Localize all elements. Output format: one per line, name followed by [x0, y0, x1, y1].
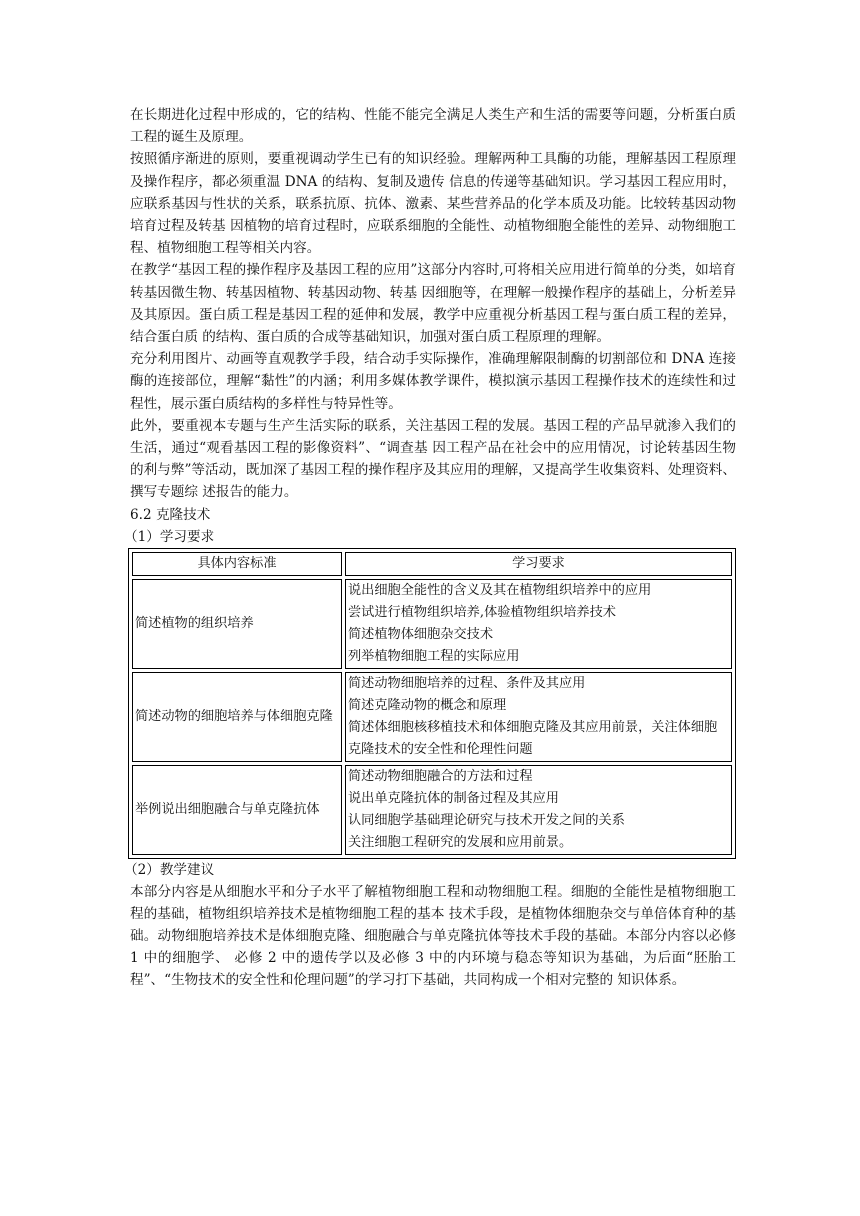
paragraph: 充分利用图片、动画等直观教学手段，结合动手实际操作，准确理解限制酶的切割部位和 DNA 连接酶的连接部位，理解“黏性”的内涵；利用多媒体教学课件，模拟演示基因工程操作技术的连续性和过程性，展示蛋白质结构的多样性与特异性等。	[130, 351, 736, 412]
requirement-line: 列举植物细胞工程的实际应用	[348, 648, 520, 664]
table-cell-standard: 简述植物的组织培养	[132, 579, 342, 669]
subsection-title: （2）教学建议	[124, 861, 215, 878]
section-title: 6.2 克隆技术	[130, 506, 211, 523]
table-row	[132, 765, 732, 855]
requirement-line: 简述体细胞核移植技术和体细胞克隆及其应用前景，关注体细胞克隆技术的安全性和伦理性问题	[348, 719, 718, 757]
paragraph: 在教学“基因工程的操作程序及基因工程的应用”这部分内容时,可将相关应用进行简单的分类，如培育转基因微生物、转基因植物、转基因动物、转基 因细胞等，在理解一般操作程序的基础上，分析差异及其原因。蛋白质工程是基因工程的延伸和发展，教学中应重视分析基因工程与蛋白质工程的差异，结合蛋白质 的结构、蛋白质的合成等基础知识，加强对蛋白质工程原理的理解。	[130, 262, 736, 346]
table-header-row	[132, 552, 732, 576]
requirement-line: 简述植物体细胞杂交技术	[348, 626, 494, 642]
requirement-line: 认同细胞学基础理论研究与技术开发之间的关系	[348, 812, 625, 828]
table-cell-standard: 简述动物的细胞培养与体细胞克隆	[132, 672, 342, 762]
requirement-line: 简述克隆动物的概念和原理	[348, 697, 507, 713]
requirement-line: 说出细胞全能性的含义及其在植物组织培养中的应用	[348, 582, 652, 598]
table-cell-requirements	[345, 579, 732, 669]
requirement-line: 尝试进行植物组织培养,体验植物组织培养技术	[348, 604, 616, 620]
paragraph: 按照循序渐进的原则，要重视调动学生已有的知识经验。理解两种工具酶的功能，理解基因工程原理及操作程序，都必须重温 DNA 的结构、复制及遗传 信息的传递等基础知识。学习基因工程应用时，应联系基因与性状的关系，联系抗原、抗体、激素、某些营养品的化学本质及功能。比较转基因动物培育过程及转基 因植物的培育过程时，应联系细胞的全能性、动植物细胞全能性的差异、动物细胞工程、植物细胞工程等相关内容。	[130, 151, 736, 257]
document-page	[124, 104, 736, 992]
paragraph: 此外，要重视本专题与生产生活实际的联系，关注基因工程的发展。基因工程的产品早就渗入我们的生活，通过“观看基因工程的影像资料”、“调查基 因工程产品在社会中的应用情况，讨论转基因生物的利与弊”等活动，既加深了基因工程的操作程序及其应用的理解，又提高学生收集资料、处理资料、撰写专题综 述报告的能力。	[130, 417, 736, 501]
paragraph: 在长期进化过程中形成的，它的结构、性能不能完全满足人类生产和生活的需要等问题，分析蛋白质工程的诞生及原理。	[130, 107, 736, 146]
table-header-cell: 具体内容标准	[132, 552, 342, 576]
requirement-line: 关注细胞工程研究的发展和应用前景。	[348, 834, 573, 850]
paragraph: 本部分内容是从细胞水平和分子水平了解植物细胞工程和动物细胞工程。细胞的全能性是植物细胞工程的基础，植物组织培养技术是植物细胞工程的基本 技术手段，是植物体细胞杂交与单倍体育种的基础。动物细胞培养技术是体细胞克隆、细胞融合与单克隆抗体等技术手段的基础。本部分内容以必修 1 中的细胞学、 必修 2 中的遗传学以及必修 3 中的内环境与稳态等知识为基础，为后面“胚胎工程”、“生物技术的安全性和伦理问题”的学习打下基础，共同构成一个相对完整的 知识体系。	[130, 883, 736, 989]
table-header-cell: 学习要求	[345, 552, 732, 576]
requirement-line: 说出单克隆抗体的制备过程及其应用	[348, 790, 559, 806]
requirements-table	[128, 548, 736, 859]
table-row	[132, 579, 732, 669]
table-cell-requirements	[345, 672, 732, 762]
table-cell-standard: 举例说出细胞融合与单克隆抗体	[132, 765, 342, 855]
requirement-line: 简述动物细胞融合的方法和过程	[348, 768, 533, 784]
table-cell-requirements	[345, 765, 732, 855]
requirement-line: 简述动物细胞培养的过程、条件及其应用	[348, 675, 586, 691]
subsection-title: （1）学习要求	[124, 528, 215, 545]
table-row	[132, 672, 732, 762]
